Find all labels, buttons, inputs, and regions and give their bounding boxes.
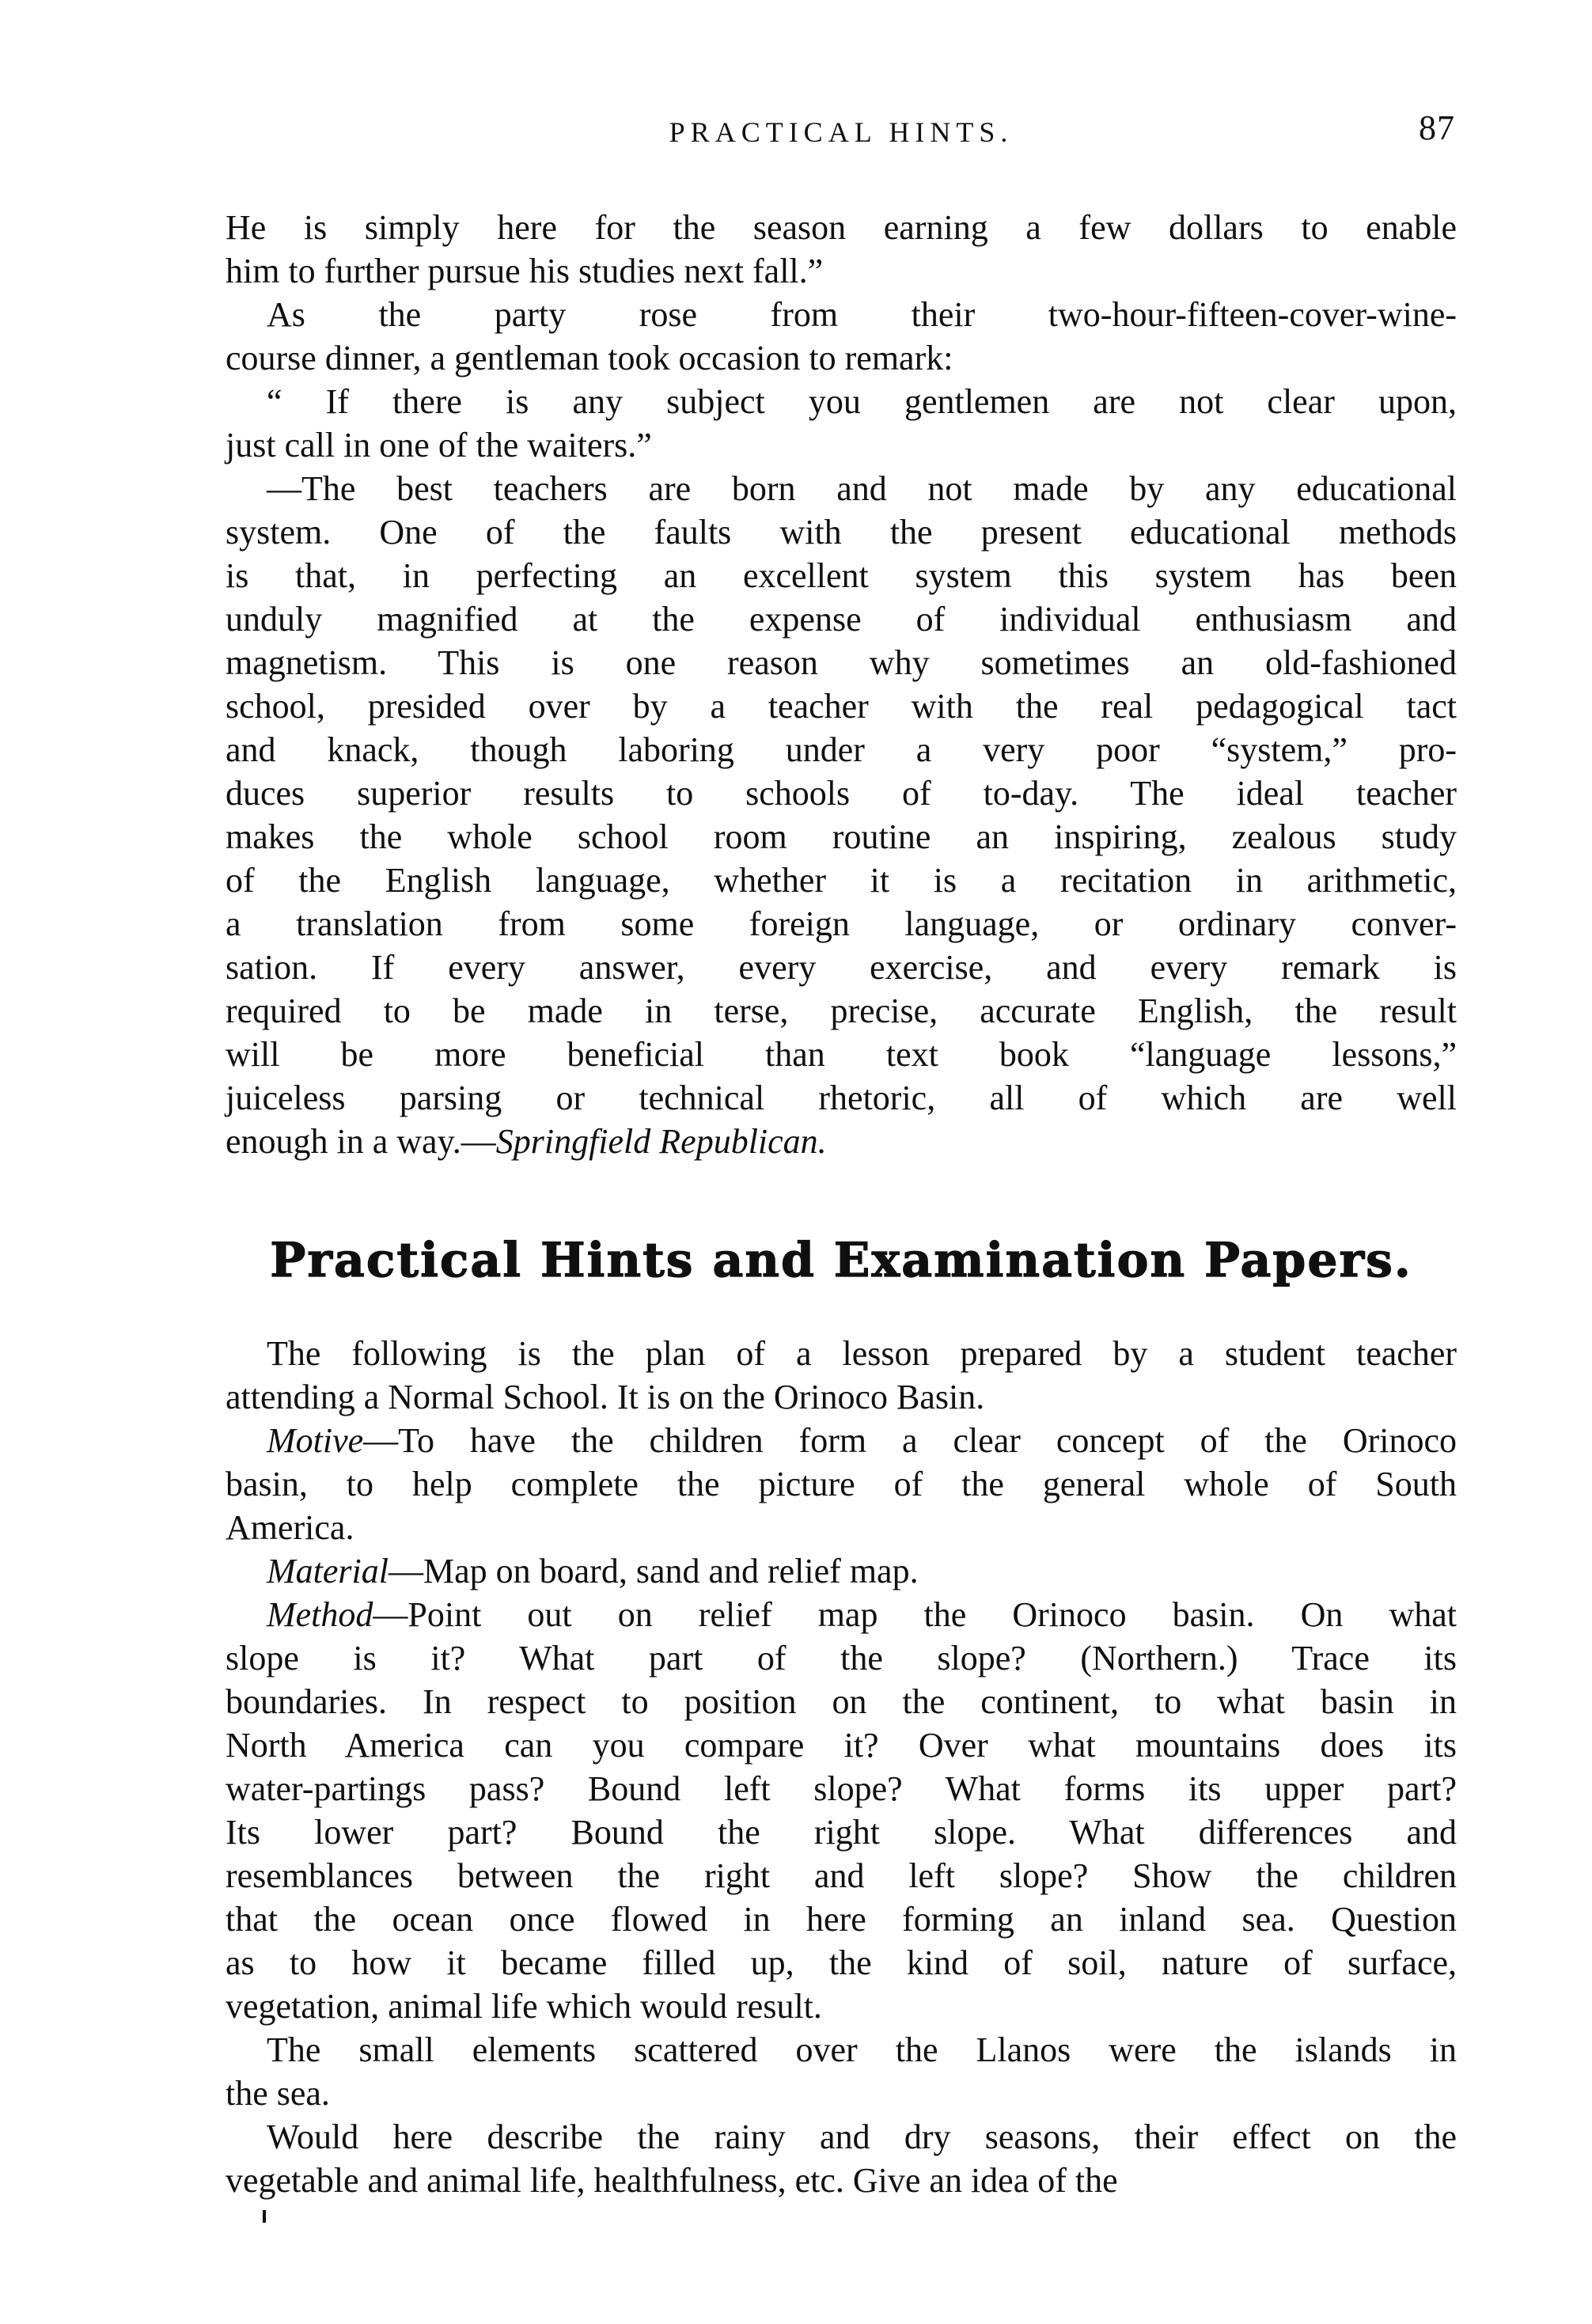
text-line [226,1636,1457,1680]
text-line [226,684,1457,728]
italic-text: Springfield Republican. [495,1122,827,1161]
text-segment: a translation from some foreign language, or ordinary conver- [226,904,1457,943]
text-line [226,1767,1457,1810]
text-segment: North America can you compare it? Over what mountains does its [226,1726,1457,1765]
text-segment: As the party rose from their two-hour-fifteen-cover-wine- [267,295,1457,334]
text-block [226,78,1457,2202]
text-segment: vegetable and animal life, healthfulness, etc. Give an idea of the [226,2161,1118,2200]
text-segment: sation. If every answer, every exercise, and every remark is [226,948,1457,987]
text-line [226,1332,1457,1375]
text-line [226,1506,1457,1549]
text-line [226,859,1457,902]
scan-artifact [263,2210,266,2223]
text-segment: is that, in perfecting an excellent system this system has been [226,556,1457,595]
paragraph [226,1549,1457,1593]
text-line [226,1854,1457,1897]
intro-paragraphs [226,206,1457,1163]
text-line [226,1419,1457,1462]
paragraph [226,206,1457,293]
text-line [226,902,1457,946]
text-line [226,1375,1457,1419]
paragraph [226,2028,1457,2115]
text-line [226,772,1457,815]
text-segment: unduly magnified at the expense of individual enthusiasm and [226,600,1457,639]
text-segment: required to be made in terse, precise, accurate English, the result [226,991,1457,1030]
paragraph [226,467,1457,1163]
italic-text: Motive [267,1421,364,1460]
text-line [226,554,1457,597]
text-segment: enough in a way.— [226,1122,496,1161]
text-segment: attending a Normal School. It is on the Orinoco Basin. [226,1378,985,1416]
italic-text: Material [267,1552,389,1590]
text-line [226,1593,1457,1636]
text-line [226,1897,1457,1941]
text-line [226,1076,1457,1120]
text-segment: that the ocean once flowed in here forming an inland sea. Question [226,1900,1457,1939]
text-line [226,2028,1457,2072]
text-segment: magnetism. This is one reason why sometimes an old-fashioned [226,643,1457,682]
text-segment: just call in one of the waiters.” [226,426,652,464]
page-body [226,206,1457,2202]
text-line [226,206,1457,249]
text-line [226,510,1457,554]
text-line [226,380,1457,423]
text-line [226,336,1457,380]
text-line [226,1941,1457,1985]
text-segment: course dinner, a gentleman took occasion to remark: [226,339,953,377]
running-head [226,78,1457,165]
text-line [226,1680,1457,1723]
text-line [226,728,1457,772]
text-segment: boundaries. In respect to position on the continent, to what basin in [226,1682,1457,1721]
text-segment: of the English language, whether it is a recitation in arithmetic, [226,861,1457,900]
paragraph [226,1593,1457,2028]
text-segment: —The best teachers are born and not made by any educational [267,469,1457,508]
text-segment: —Point out on relief map the Orinoco basin. On what [373,1595,1457,1634]
text-segment: duces superior results to schools of to-day. The ideal teacher [226,774,1457,813]
text-segment: —Map on board, sand and relief map. [388,1552,919,1590]
page-number: 87 [1419,108,1455,147]
text-line [226,946,1457,989]
text-line [226,1462,1457,1506]
paragraph [226,1419,1457,1549]
running-header-title: PRACTICAL HINTS. [669,116,1014,148]
text-line [226,2159,1457,2202]
text-segment: He is simply here for the season earning a few dollars to enable [226,208,1457,247]
section-heading: Practical Hints and Examination Papers. [270,1233,1412,1288]
text-segment: America. [226,1508,354,1547]
text-segment: —To have the children form a clear concept of the Orinoco [363,1421,1457,1460]
paragraph [226,2115,1457,2202]
paragraph [226,380,1457,467]
text-line [226,989,1457,1033]
text-line [226,1723,1457,1767]
text-segment: juiceless parsing or technical rhetoric, all of which are well [226,1079,1457,1117]
text-line [226,1810,1457,1854]
text-segment: Its lower part? Bound the right slope. What differences and [226,1813,1457,1852]
text-line [226,249,1457,293]
text-line [226,597,1457,641]
paragraph [226,293,1457,380]
text-line [226,1120,1457,1163]
paragraph [226,1332,1457,1419]
text-line [226,815,1457,859]
text-line [226,1549,1457,1593]
text-segment: water-partings pass? Bound left slope? What forms its upper part? [226,1769,1457,1808]
text-segment: the sea. [226,2074,330,2113]
text-segment: system. One of the faults with the present educational methods [226,513,1457,552]
text-line [226,1033,1457,1076]
text-segment: resemblances between the right and left slope? Show the children [226,1856,1457,1895]
text-segment: vegetation, animal life which would result. [226,1987,822,2026]
text-line [226,1985,1457,2028]
section-paragraphs [226,1332,1457,2202]
text-segment: The following is the plan of a lesson prepared by a student teacher [267,1334,1457,1373]
text-segment: school, presided over by a teacher with the real pedagogical tact [226,687,1457,726]
text-segment: basin, to help complete the picture of the general whole of South [226,1465,1457,1503]
text-segment: makes the whole school room routine an inspiring, zealous study [226,817,1457,856]
text-line [226,467,1457,510]
text-segment: “ If there is any subject you gentlemen are not clear upon, [267,382,1457,421]
text-line [226,2115,1457,2159]
italic-text: Method [267,1595,373,1634]
text-segment: Would here describe the rainy and dry seasons, their effect on the [267,2117,1457,2156]
text-line [226,293,1457,336]
text-segment: will be more beneficial than text book “language lessons,” [226,1035,1457,1074]
text-segment: The small elements scattered over the Llanos were the islands in [267,2030,1457,2069]
text-segment: and knack, though laboring under a very poor “system,” pro- [226,730,1457,769]
text-segment: as to how it became filled up, the kind of soil, nature of surface, [226,1943,1457,1982]
text-segment: slope is it? What part of the slope? (Northern.) Trace its [226,1639,1457,1678]
text-segment: him to further pursue his studies next fall.” [226,252,824,290]
text-line [226,2072,1457,2115]
text-line [226,423,1457,467]
text-line [226,641,1457,684]
